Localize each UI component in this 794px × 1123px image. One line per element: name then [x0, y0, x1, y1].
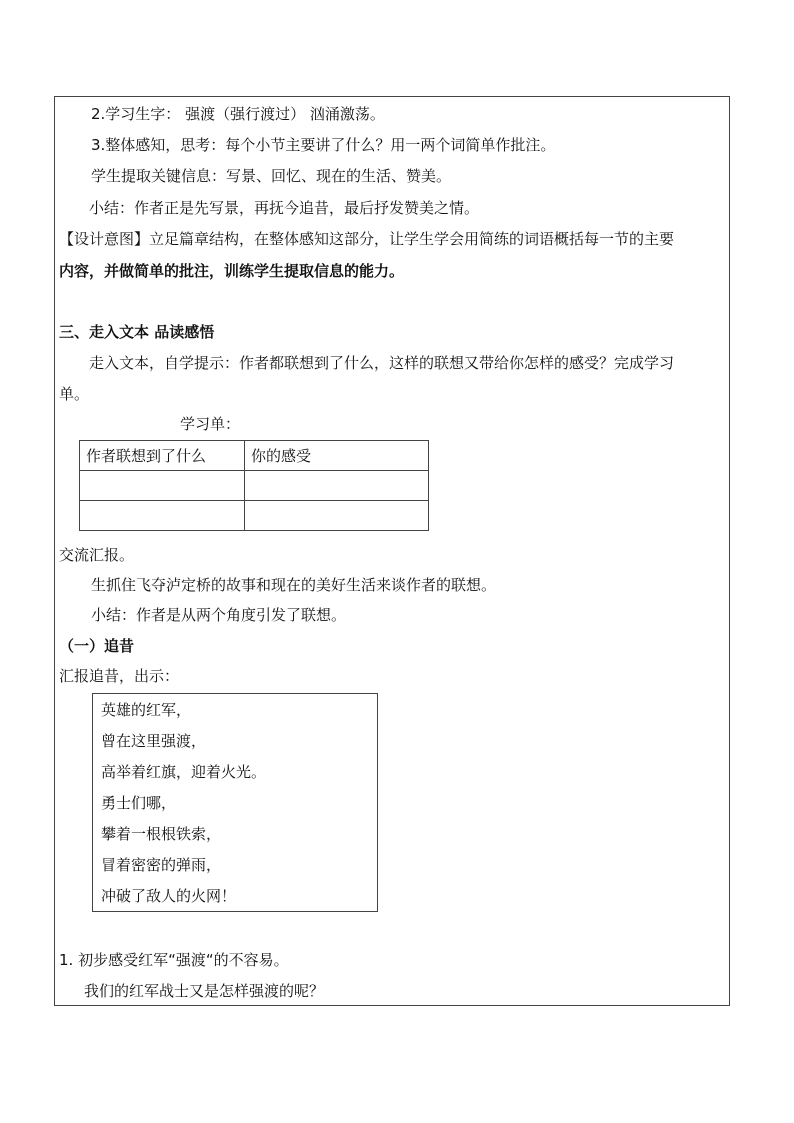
poem-line: 曾在这里强渡，	[101, 732, 207, 750]
exchange-report: 交流汇报。	[59, 546, 135, 564]
worksheet-header-feeling: 你的感受	[245, 441, 429, 471]
poem-line: 攀着一根根铁索，	[101, 825, 222, 843]
worksheet-cell[interactable]	[245, 501, 429, 531]
students-grasp-story: 生抓住飞夺泸定桥的故事和现在的美好生活来谈作者的联想。	[91, 576, 497, 594]
table-row	[80, 441, 429, 471]
poem-line: 冲破了敌人的火网！	[101, 887, 237, 905]
step-overall-perception: 3.整体感知，思考：每个小节主要讲了什么？用一两个词简单作批注。	[91, 136, 556, 154]
students-extract-info: 学生提取关键信息：写景、回忆、现在的生活、赞美。	[91, 167, 452, 185]
worksheet-cell[interactable]	[80, 501, 245, 531]
table-row	[80, 501, 429, 531]
worksheet-title: 学习单：	[180, 415, 241, 433]
subsection-heading: （一）追昔	[59, 637, 135, 655]
poem-line: 勇士们哪，	[101, 794, 177, 812]
summary-two-angles: 小结：作者是从两个角度引发了联想。	[91, 606, 347, 624]
poem-line: 冒着密密的弹雨，	[101, 856, 222, 874]
self-study-prompt-line1: 走入文本，自学提示：作者都联想到了什么，这样的联想又带给你怎样的感受？完成学习	[89, 354, 675, 372]
step-learn-characters: 2.学习生字： 强渡（强行渡过） 汹涌激荡。	[91, 105, 385, 123]
summary-structure: 小结：作者正是先写景，再抚今追昔，最后抒发赞美之情。	[89, 199, 480, 217]
worksheet-cell[interactable]	[245, 471, 429, 501]
poem-line: 英雄的红军，	[101, 701, 192, 719]
report-show-label: 汇报追昔，出示：	[59, 667, 180, 685]
guiding-question: 我们的红军战士又是怎样强渡的呢？	[84, 982, 325, 1000]
design-intent-line1: 【设计意图】立足篇章结构，在整体感知这部分，让学生学会用简练的词语概括每一节的主要	[59, 230, 675, 248]
worksheet-table	[79, 440, 429, 531]
table-row	[80, 471, 429, 501]
worksheet-cell[interactable]	[80, 471, 245, 501]
self-study-prompt-line2: 单。	[59, 385, 90, 403]
poem-line: 高举着红旗，迎着火光。	[101, 763, 267, 781]
section-three-heading: 三、走入文本 品读感悟	[59, 323, 215, 341]
worksheet-header-association: 作者联想到了什么	[80, 441, 245, 471]
design-intent-line2: 内容，并做简单的批注，训练学生提取信息的能力。	[59, 262, 405, 280]
poem-box	[92, 693, 378, 912]
numbered-item-1: 1. 初步感受红军“强渡“的不容易。	[59, 951, 289, 969]
